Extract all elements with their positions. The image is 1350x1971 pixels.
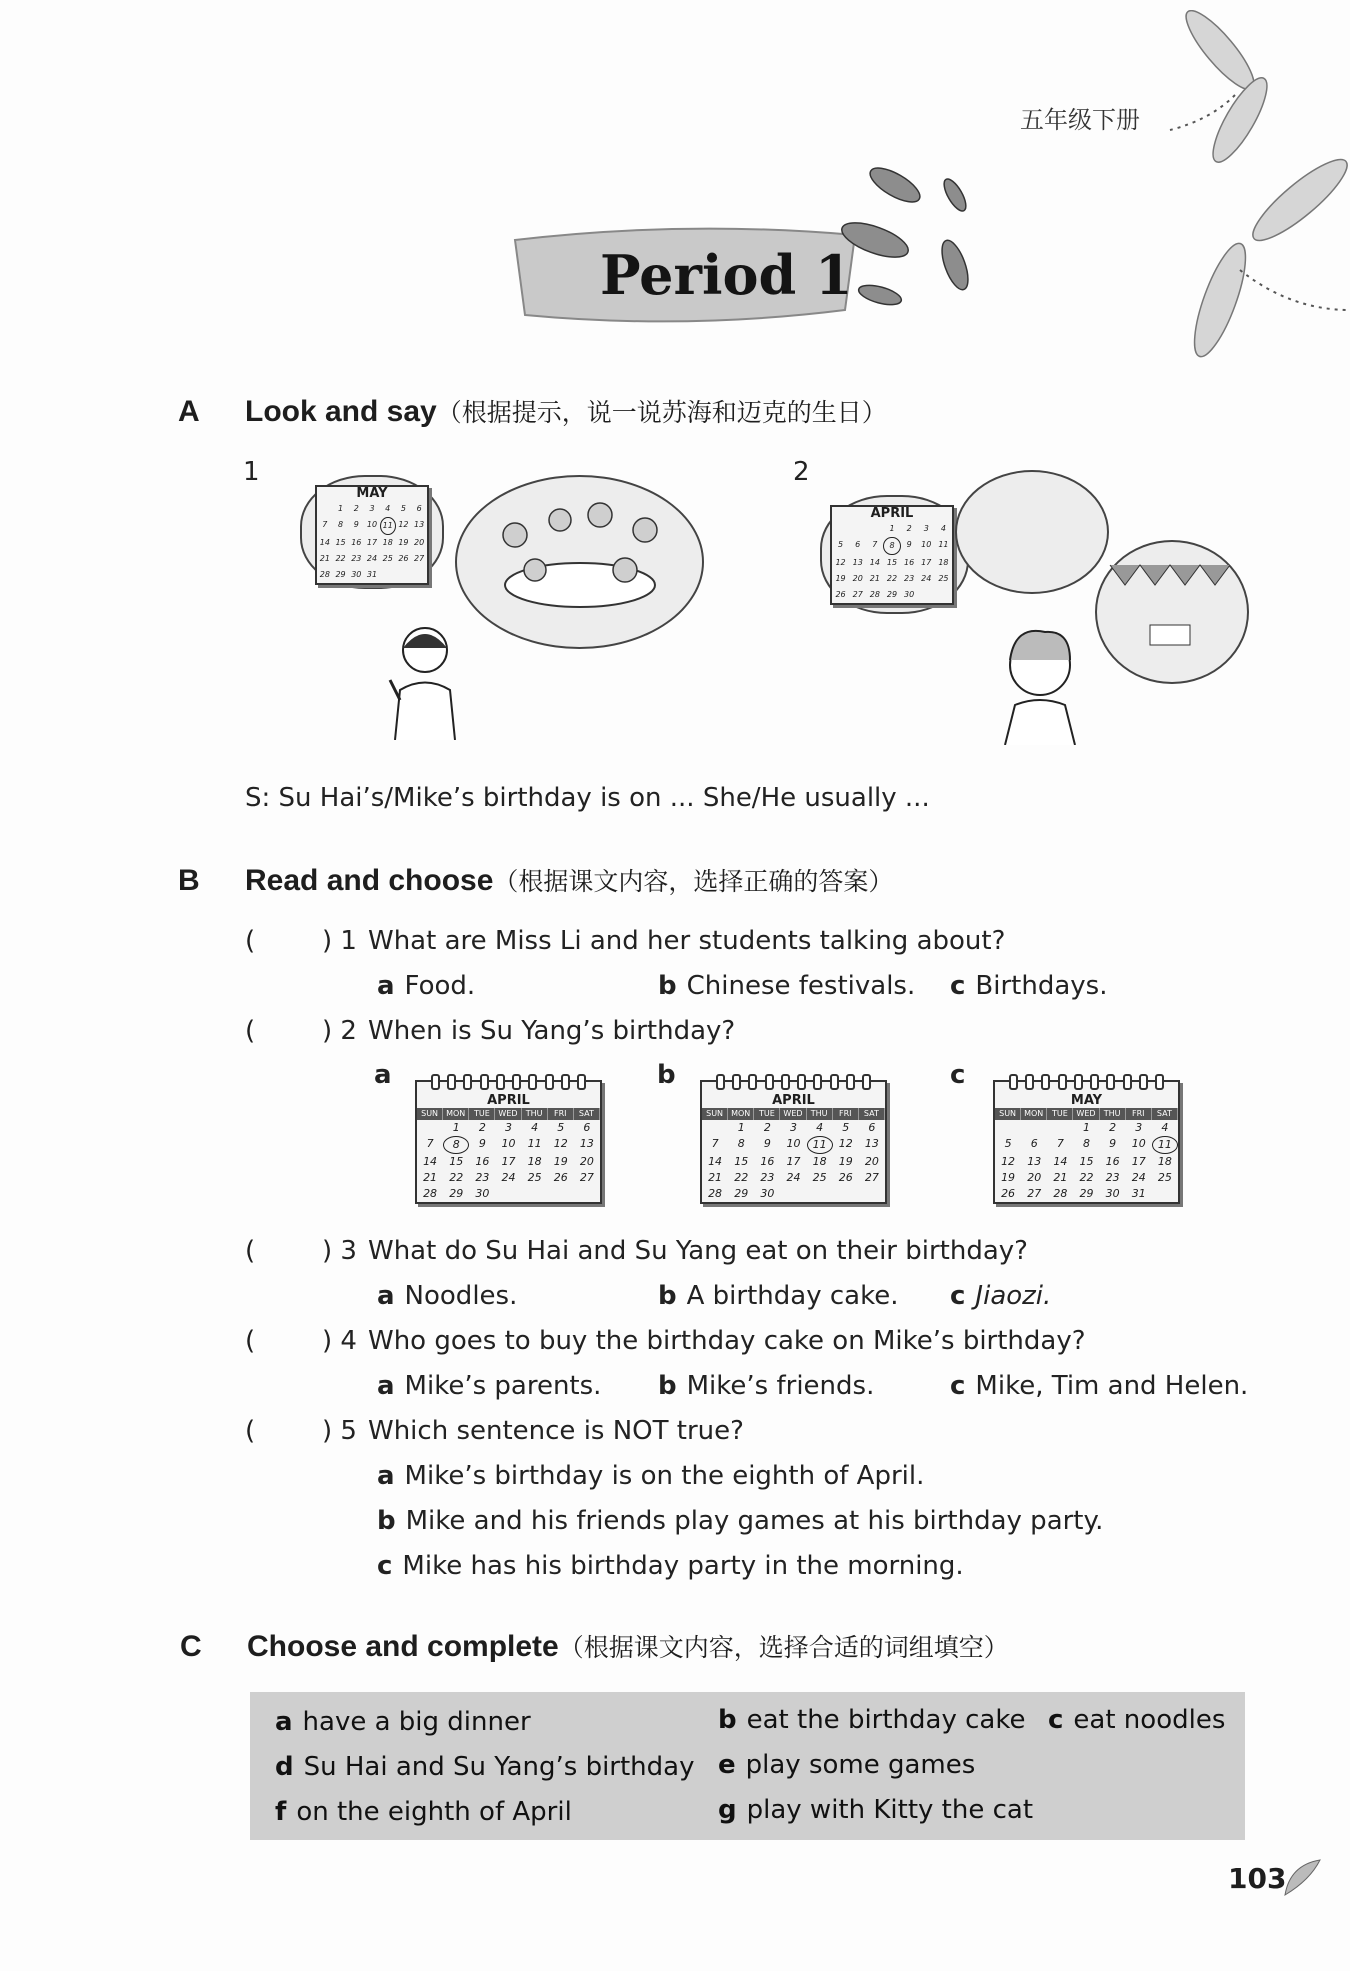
section-a-heading [245,393,887,429]
answer-blank-open: ( [245,926,256,956]
question-number: ) 2 [322,1016,357,1046]
boy-illustration [985,620,1095,745]
calendar-weekdays: SUN MON TUE WED THU FRI SAT [417,1108,600,1120]
phrase-d: d Su Hai and Su Yang’s birthday [275,1752,695,1782]
calendar-month: APRIL [772,1093,815,1108]
q3-option-b: b A birthday cake. [658,1281,899,1311]
section-c-heading [247,1628,1009,1664]
calendar-month: MAY [1070,1093,1103,1108]
phrase-b: b eat the birthday cake [718,1705,1026,1735]
section-b-note: （根据课文内容，选择正确的答案） [493,867,894,896]
question-1-text: What are Miss Li and her students talking about? [368,926,1006,956]
answer-blank-open: ( [245,1326,256,1356]
grade-label: 五年级下册 [1020,106,1140,134]
q3-option-a: a Noodles. [377,1281,518,1311]
section-b-heading [245,862,893,898]
q1-option-a: a Food. [377,971,476,1001]
q2-calendar-b [700,1080,887,1204]
fish-illustration [835,155,1000,325]
calendar-month-2: APRIL [870,506,914,521]
q5-option-c: c Mike has his birthday party in the morning. [377,1551,964,1581]
family-dinner-scene [475,490,685,635]
leaf-icon [1280,1855,1325,1900]
q2-calendar-a [415,1080,602,1204]
calendar-dates-2: 1 2 3 4 5 6 7 8 9 10 11 12 13 14 15 16 17 18 19 20 21 22 23 24 25 26 27 28 29 30 [835,524,949,599]
section-c-letter: C [180,1630,202,1663]
calendar-dates: 1 2 3 4 5 6 7 8 9 10 11 12 13 14 15 16 17 18 19 20 21 22 23 24 25 26 27 28 29 30 31 [319,504,425,579]
calendar-dates: 1 2 3 4 5 6 7 8 9 10 11 12 13 14 15 16 17 18 19 20 21 22 23 24 25 26 27 28 29 30 [708,1121,879,1200]
section-b-title: Read and choose [245,864,494,897]
picture-2-number: 2 [793,457,810,487]
dragonfly-illustration [1150,10,1350,370]
q4-option-b: b Mike’s friends. [658,1371,875,1401]
question-number: ) 4 [322,1326,357,1356]
question-2-text: When is Su Yang’s birthday? [368,1016,736,1046]
phrase-g: g play with Kitty the cat [718,1795,1034,1825]
calendar-dates: 1 2 3 4 5 6 7 8 9 10 11 12 13 14 15 16 17 18 19 20 21 22 23 24 25 26 27 28 29 30 31 [995,1120,1178,1202]
section-a-title: Look and say [245,395,437,428]
calendar-picture-1 [315,485,429,585]
q3-option-c: c Jiaozi. [950,1281,1052,1311]
page-title: Period 1 [600,243,853,307]
phrase-f: f on the eighth of April [275,1797,572,1827]
question-5-text: Which sentence is NOT true? [368,1416,744,1446]
phrase-e: e play some games [718,1750,976,1780]
calendar-weekdays: SUN MON TUE WED THU FRI SAT [995,1108,1178,1120]
section-a-letter: A [178,395,200,428]
page-number: 103 [1228,1862,1287,1895]
answer-blank-open: ( [245,1016,256,1046]
q5-option-b: b Mike and his friends play games at his birthday party. [377,1506,1104,1536]
calendar-weekdays: SUN MON TUE WED THU FRI SAT [702,1108,885,1120]
phrase-a: a have a big dinner [275,1707,531,1737]
section-a-prompt: S: Su Hai’s/Mike’s birthday is on ... She/He usually ... [245,783,930,813]
q2-option-a-letter: a [374,1060,392,1090]
q4-option-c: c Mike, Tim and Helen. [950,1371,1249,1401]
q4-option-a: a Mike’s parents. [377,1371,602,1401]
q2-option-b-letter: b [657,1060,676,1090]
answer-blank-open: ( [245,1236,256,1266]
calendar-month: MAY [356,486,388,501]
section-a-note: （根据提示，说一说苏海和迈克的生日） [436,398,887,427]
cake-shop-illustration [955,470,1109,594]
section-c-title: Choose and complete [247,1630,559,1663]
question-number: ) 1 [322,926,357,956]
party-flags [1105,555,1235,665]
picture-1-number: 1 [243,457,260,487]
girl-illustration [375,620,475,740]
q2-calendar-c [993,1080,1180,1204]
q5-option-a: a Mike’s birthday is on the eighth of April. [377,1461,925,1491]
section-c-note: （根据课文内容，选择合适的词组填空） [558,1633,1009,1662]
q1-option-b: b Chinese festivals. [658,971,916,1001]
calendar-picture-2 [830,505,954,605]
question-3-text: What do Su Hai and Su Yang eat on their birthday? [368,1236,1028,1266]
question-number: ) 3 [322,1236,357,1266]
answer-blank-open: ( [245,1416,256,1446]
calendar-dates: 1 2 3 4 5 6 7 8 9 10 11 12 13 14 15 16 17 18 19 20 21 22 23 24 25 26 27 28 29 30 [423,1121,594,1200]
phrase-c: c eat noodles [1048,1705,1226,1735]
q1-option-c: c Birthdays. [950,971,1108,1001]
q2-option-c-letter: c [950,1060,966,1090]
section-b-letter: B [178,864,200,897]
calendar-month: APRIL [487,1093,530,1108]
question-number: ) 5 [322,1416,357,1446]
question-4-text: Who goes to buy the birthday cake on Mike’s birthday? [368,1326,1086,1356]
